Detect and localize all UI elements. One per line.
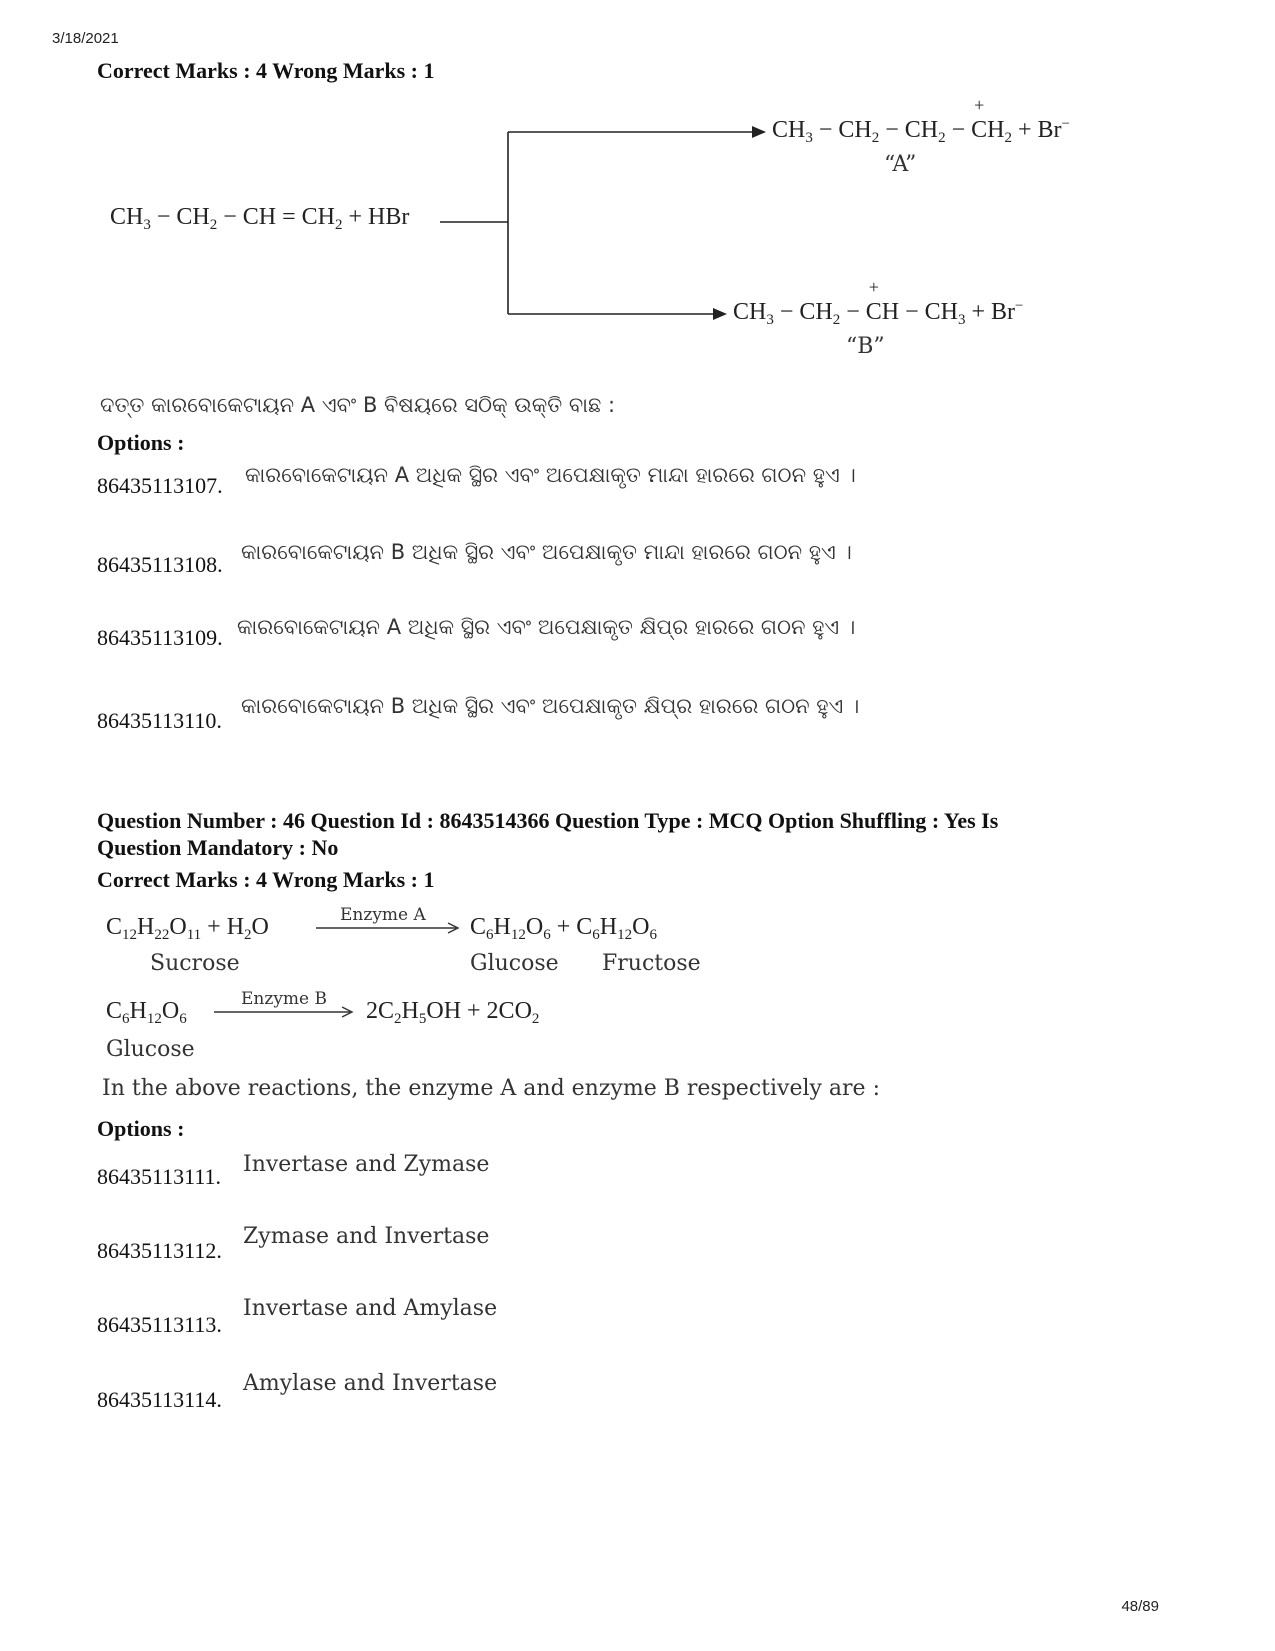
- option-text: Zymase and Invertase: [243, 1224, 490, 1249]
- option-text: Invertase and Zymase: [243, 1152, 490, 1177]
- option-id: 86435113110.: [97, 708, 222, 733]
- q46-question-text: In the above reactions, the enzyme A and enzyme B respectively are :: [102, 1076, 880, 1101]
- option-id: 86435113113.: [97, 1312, 222, 1337]
- option-text: Amylase and Invertase: [243, 1371, 498, 1396]
- reaction1-product2-name: Fructose: [602, 951, 701, 976]
- reaction1-product1-name: Glucose: [470, 951, 559, 976]
- product-b-formula: $CH_3 - CH_2$ − + CH − $CH_3 + Br^-$: [733, 298, 1024, 326]
- reaction2-reactant: $C_6H_{12}O_6$: [106, 998, 187, 1027]
- reaction1-reactant-name: Sucrose: [150, 951, 240, 976]
- option-text: କାରବୋକେଟାୟନ A ଅଧିକ ସ୍ଥିର ଏବଂ ଅପେକ୍ଷାକୃତ କ୍ଷିପ୍ର ହାରରେ ଗଠନ ହୁଏ ।: [237, 615, 856, 639]
- option-text: କାରବୋକେଟାୟନ B ଅଧିକ ସ୍ଥିର ଏବଂ ଅପେକ୍ଷାକୃତ କ୍ଷିପ୍ର ହାରରେ ଗଠନ ହୁଏ ।: [241, 694, 860, 718]
- reaction2-arrow: [214, 1004, 360, 1020]
- q45-options-label: Options :: [97, 430, 185, 455]
- reaction1-arrow: [316, 920, 466, 936]
- q46-options-label: Options :: [97, 1116, 185, 1141]
- reaction1-products: $C_6H_{12}O_6 + C_6H_{12}O_6$: [470, 914, 657, 943]
- option-text: କାରବୋକେଟାୟନ A ଅଧିକ ସ୍ଥିର ଏବଂ ଅପେକ୍ଷାକୃତ ମାନ୍ଦା ହାରରେ ଗଠନ ହୁଏ ।: [245, 463, 856, 487]
- label-b: “B”: [846, 334, 885, 359]
- q45-question-text: ଦତ୍ତ କାରବୋକେଟାୟନ A ଏବଂ B ବିଷୟରେ ସଠିକ୍ ଉକ୍ତି ବାଛ :: [100, 393, 616, 417]
- reactant-formula: $CH_3 - CH_2$ − CH = $CH_2$ + HBr: [110, 204, 410, 233]
- option-id: 86435113108.: [97, 552, 223, 577]
- reaction2-products: $2C_2H_5OH + 2CO_2$: [366, 998, 540, 1027]
- option-id: 86435113109.: [97, 625, 223, 650]
- option-text: Invertase and Amylase: [243, 1296, 498, 1321]
- arrowhead-b: [713, 308, 727, 320]
- reaction1-reactants: $C_{12}H_{22}O_{11} + H_2O$: [106, 914, 269, 943]
- product-a-formula: $CH_3 - CH_2 - CH_2$ − + $CH_2 + Br^-$: [772, 116, 1070, 144]
- reaction2-enzyme: Enzyme B: [241, 989, 327, 1009]
- reaction2-reactant-name: Glucose: [106, 1037, 195, 1062]
- q46-marks: Correct Marks : 4 Wrong Marks : 1: [97, 867, 435, 892]
- arrowhead-a: [752, 126, 766, 138]
- q46-header-line1: Question Number : 46 Question Id : 8643514366 Question Type : MCQ Option Shuffling : Yes Is: [97, 808, 999, 833]
- q46-header-line2: Question Mandatory : No: [97, 835, 339, 860]
- option-id: 86435113112.: [97, 1238, 222, 1263]
- reaction1-enzyme: Enzyme A: [340, 905, 426, 925]
- label-a: “A”: [884, 152, 917, 177]
- page-number: 48/89: [1121, 1598, 1159, 1615]
- option-id: 86435113111.: [97, 1164, 222, 1189]
- print-date: 3/18/2021: [52, 30, 119, 47]
- reaction-arrows: [0, 0, 1275, 380]
- option-id: 86435113114.: [97, 1387, 222, 1412]
- option-id: 86435113107.: [97, 473, 223, 498]
- option-text: କାରବୋକେଟାୟନ B ଅଧିକ ସ୍ଥିର ଏବଂ ଅପେକ୍ଷାକୃତ ମାନ୍ଦା ହାରରେ ଗଠନ ହୁଏ ।: [241, 540, 852, 564]
- q45-marks: Correct Marks : 4 Wrong Marks : 1: [97, 58, 435, 83]
